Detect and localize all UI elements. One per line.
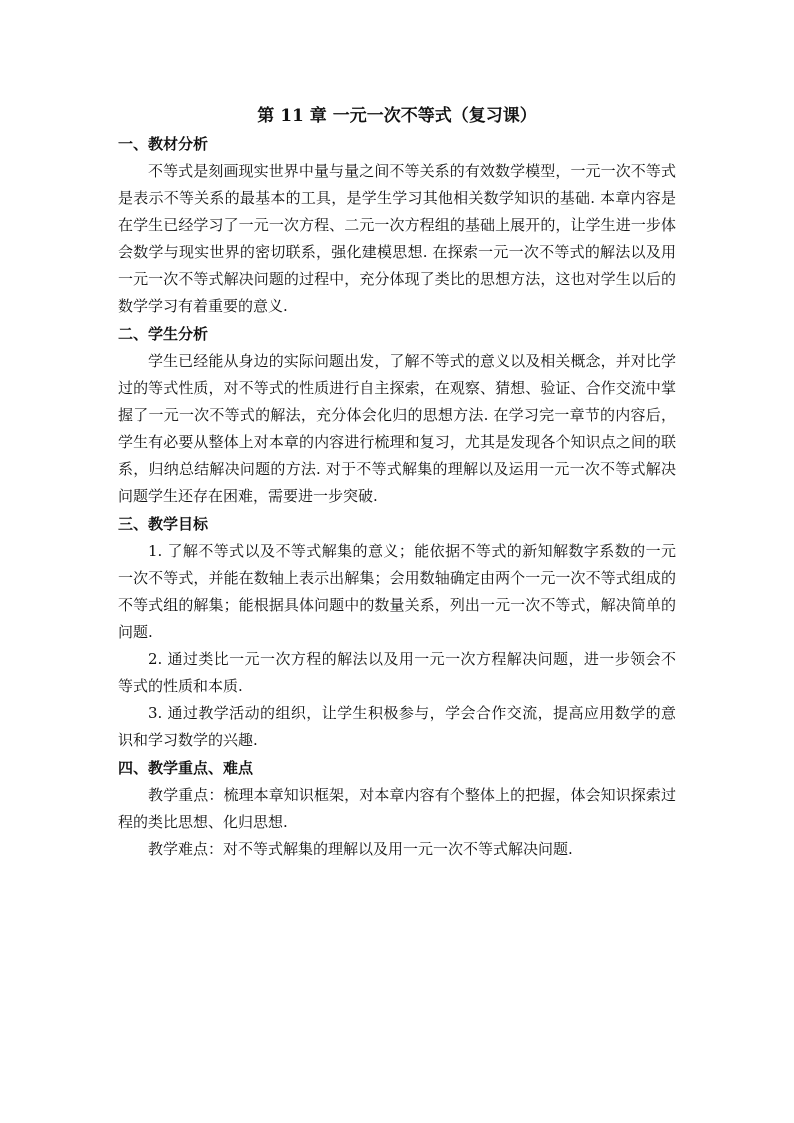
section-heading: 二、学生分析	[118, 325, 209, 343]
goal-item: 2. 通过类比一元一次方程的解法以及用一元一次方程解决问题，进一步领会不等式的性质和本质.	[118, 650, 676, 695]
section-textbook-analysis	[118, 130, 676, 320]
section-heading: 一、教材分析	[118, 135, 209, 153]
goal-item: 3. 通过教学活动的组织，让学生积极参与，学会合作交流，提高应用数学的意识和学习数学的兴趣.	[118, 704, 676, 749]
section-student-analysis	[118, 320, 676, 510]
document-page	[118, 102, 676, 863]
document-title: 第 11 章 一元一次不等式（复习课）	[257, 106, 537, 126]
key-point: 教学重点：梳理本章知识框架，对本章内容有个整体上的把握，体会知识探索过程的类比思想、化归思想.	[118, 786, 676, 831]
paragraph: 不等式是刻画现实世界中量与量之间不等关系的有效数学模型，一元一次不等式是表示不等关系的最基本的工具，是学生学习其他相关数学知识的基础. 本章内容是在学生已经学习了一元一次方程、二元一次方程组的基础上展开的，让学生进一步体会数学与现实世界的密切联系，强化建模思想. 在探索一元一次不等式的解法以及用一元一次不等式解决问题的过程中，充分体现了类比的思想方法，这也对学生以后的数学学习有着重要的意义.	[118, 162, 676, 315]
section-key-difficult-points	[118, 754, 676, 863]
paragraph: 学生已经能从身边的实际问题出发，了解不等式的意义以及相关概念，并对比学过的等式性质，对不等式的性质进行自主探索，在观察、猜想、验证、合作交流中掌握了一元一次不等式的解法，充分体会化归的思想方法. 在学习完一章节的内容后，学生有必要从整体上对本章的内容进行梳理和复习，尤其是发现各个知识点之间的联系，归纳总结解决问题的方法. 对于不等式解集的理解以及运用一元一次不等式解决问题学生还存在困难，需要进一步突破.	[118, 352, 676, 505]
section-teaching-goals	[118, 510, 676, 754]
section-heading: 三、教学目标	[118, 515, 209, 533]
goal-item: 1. 了解不等式以及不等式解集的意义；能依据不等式的新知解数字系数的一元一次不等式，并能在数轴上表示出解集；会用数轴确定由两个一元一次不等式组成的不等式组的解集；能根据具体问题中的数量关系，列出一元一次不等式，解决简单的问题.	[118, 542, 676, 641]
section-heading: 四、教学重点、难点	[118, 759, 254, 777]
difficult-point: 教学难点：对不等式解集的理解以及用一元一次不等式解决问题.	[148, 840, 573, 858]
